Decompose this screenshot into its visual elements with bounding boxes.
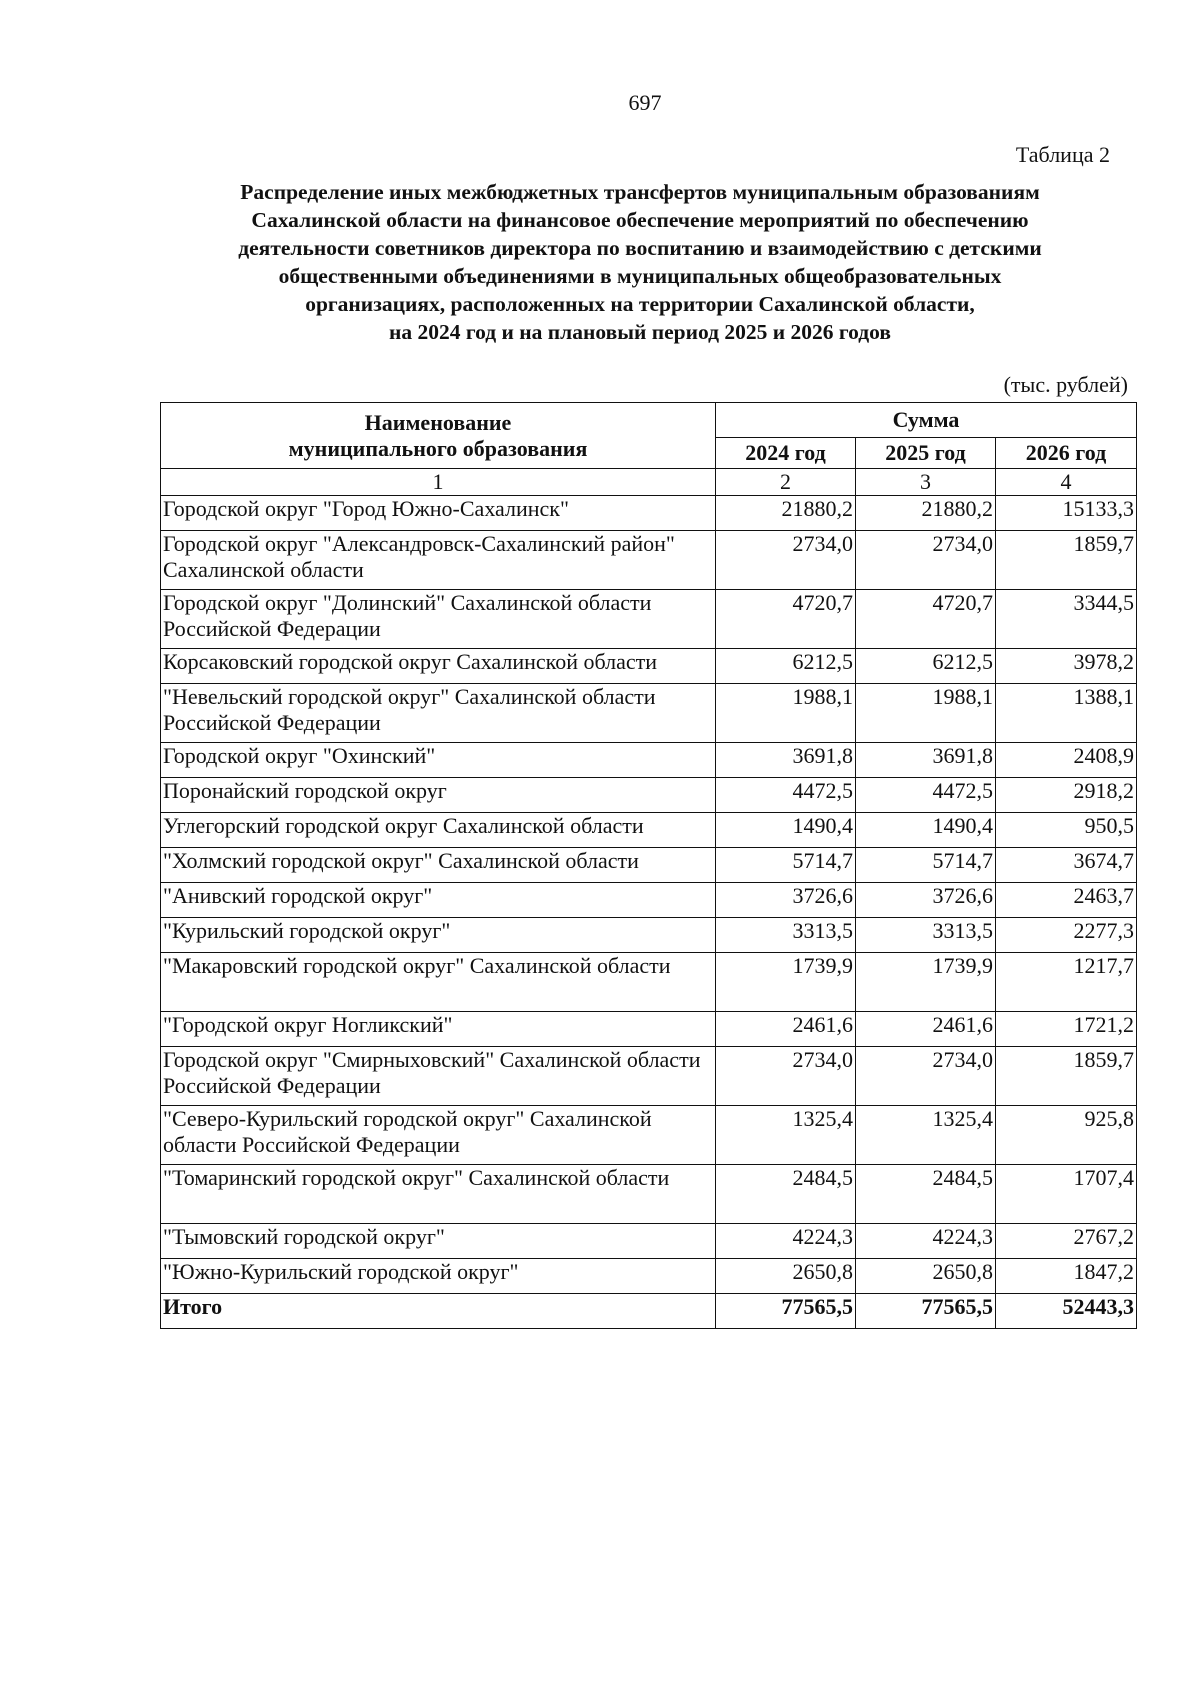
- total-2026: 52443,3: [996, 1294, 1137, 1329]
- title-line: Сахалинской области на финансовое обеспечение мероприятий по обеспечению: [251, 208, 1029, 232]
- value-2026: 3978,2: [996, 649, 1137, 684]
- table-caption: Таблица 2: [1015, 142, 1110, 167]
- row-name: "Холмский городской округ" Сахалинской области: [161, 848, 716, 883]
- row-name: "Томаринский городской округ" Сахалинской области: [161, 1165, 716, 1224]
- value-2024: 4224,3: [716, 1224, 856, 1259]
- value-2026: 2463,7: [996, 883, 1137, 918]
- table-row: [161, 813, 1137, 848]
- header-municipality: [161, 403, 716, 469]
- value-2025: 1739,9: [856, 953, 996, 1012]
- header-year-2024: 2024 год: [716, 438, 856, 469]
- table-row: [161, 778, 1137, 813]
- table-row: [161, 496, 1137, 531]
- value-2026: 925,8: [996, 1106, 1137, 1165]
- page-number: 697: [628, 90, 662, 115]
- row-name: "Анивский городской округ": [161, 883, 716, 918]
- row-name: "Городской округ Ногликский": [161, 1012, 716, 1047]
- title-line: общественными объединениями в муниципальных общеобразовательных: [278, 264, 1002, 288]
- value-2024: 2734,0: [716, 531, 856, 590]
- table-row: [161, 649, 1137, 684]
- column-number: 1: [161, 469, 716, 496]
- document-title: [160, 178, 1120, 346]
- title-line: организациях, расположенных на территории Сахалинской области,: [305, 292, 975, 316]
- value-2024: 21880,2: [716, 496, 856, 531]
- value-2025: 6212,5: [856, 649, 996, 684]
- value-2025: 1490,4: [856, 813, 996, 848]
- title-line: деятельности советников директора по воспитанию и взаимодействию с детскими: [238, 236, 1042, 260]
- value-2025: 1988,1: [856, 684, 996, 743]
- transfers-table: [160, 402, 1137, 1329]
- value-2025: 3726,6: [856, 883, 996, 918]
- value-2025: 2734,0: [856, 531, 996, 590]
- value-2026: 1388,1: [996, 684, 1137, 743]
- value-2024: 3726,6: [716, 883, 856, 918]
- total-row: [161, 1294, 1137, 1329]
- table-row: [161, 1106, 1137, 1165]
- value-2026: 950,5: [996, 813, 1137, 848]
- value-2024: 6212,5: [716, 649, 856, 684]
- value-2025: 3313,5: [856, 918, 996, 953]
- value-2026: 2918,2: [996, 778, 1137, 813]
- value-2025: 4472,5: [856, 778, 996, 813]
- row-name: "Макаровский городской округ" Сахалинской области: [161, 953, 716, 1012]
- value-2025: 2734,0: [856, 1047, 996, 1106]
- value-2026: 1847,2: [996, 1259, 1137, 1294]
- table-row: [161, 531, 1137, 590]
- table-row: [161, 953, 1137, 1012]
- value-2024: 1988,1: [716, 684, 856, 743]
- total-label: Итого: [161, 1294, 716, 1329]
- column-number: 2: [716, 469, 856, 496]
- value-2026: 1859,7: [996, 1047, 1137, 1106]
- value-2026: 1217,7: [996, 953, 1137, 1012]
- row-name: "Невельский городской округ" Сахалинской области Российской Федерации: [161, 684, 716, 743]
- table-row: [161, 590, 1137, 649]
- value-2024: 1739,9: [716, 953, 856, 1012]
- value-2024: 4720,7: [716, 590, 856, 649]
- row-name: Городской округ "Охинский": [161, 743, 716, 778]
- header-year-2025: 2025 год: [856, 438, 996, 469]
- value-2026: 3344,5: [996, 590, 1137, 649]
- value-2025: 2650,8: [856, 1259, 996, 1294]
- table-row: [161, 1224, 1137, 1259]
- value-2025: 5714,7: [856, 848, 996, 883]
- value-2025: 4224,3: [856, 1224, 996, 1259]
- value-2026: 2277,3: [996, 918, 1137, 953]
- row-name: Городской округ "Город Южно-Сахалинск": [161, 496, 716, 531]
- value-2024: 5714,7: [716, 848, 856, 883]
- value-2024: 2650,8: [716, 1259, 856, 1294]
- value-2026: 1707,4: [996, 1165, 1137, 1224]
- table-row: [161, 1259, 1137, 1294]
- value-2024: 3313,5: [716, 918, 856, 953]
- column-number: 4: [996, 469, 1137, 496]
- value-2025: 4720,7: [856, 590, 996, 649]
- value-2025: 1325,4: [856, 1106, 996, 1165]
- value-2024: 1325,4: [716, 1106, 856, 1165]
- total-2024: 77565,5: [716, 1294, 856, 1329]
- row-name: "Курильский городской округ": [161, 918, 716, 953]
- table-row: [161, 1047, 1137, 1106]
- total-2025: 77565,5: [856, 1294, 996, 1329]
- value-2024: 1490,4: [716, 813, 856, 848]
- value-2026: 1859,7: [996, 531, 1137, 590]
- header-year-2026: 2026 год: [996, 438, 1137, 469]
- header-name-line: муниципального образования: [288, 435, 588, 461]
- value-2026: 3674,7: [996, 848, 1137, 883]
- row-name: Городской округ "Смирныховский" Сахалинской области Российской Федерации: [161, 1047, 716, 1106]
- value-2024: 2484,5: [716, 1165, 856, 1224]
- header-name-line: Наименование: [364, 409, 512, 435]
- table-row: [161, 918, 1137, 953]
- value-2025: 2461,6: [856, 1012, 996, 1047]
- value-2024: 2461,6: [716, 1012, 856, 1047]
- row-name: Поронайский городской округ: [161, 778, 716, 813]
- value-2024: 2734,0: [716, 1047, 856, 1106]
- value-2026: 15133,3: [996, 496, 1137, 531]
- value-2025: 3691,8: [856, 743, 996, 778]
- row-name: "Тымовский городской округ": [161, 1224, 716, 1259]
- row-name: Городской округ "Долинский" Сахалинской области Российской Федерации: [161, 590, 716, 649]
- row-name: Городской округ "Александровск-Сахалинский район" Сахалинской области: [161, 531, 716, 590]
- units-label: (тыс. рублей): [1003, 372, 1128, 397]
- row-name: Углегорский городской округ Сахалинской области: [161, 813, 716, 848]
- title-line: на 2024 год и на плановый период 2025 и 2026 годов: [389, 320, 891, 344]
- row-name: Корсаковский городской округ Сахалинской области: [161, 649, 716, 684]
- value-2025: 21880,2: [856, 496, 996, 531]
- title-line: Распределение иных межбюджетных трансфертов муниципальным образованиям: [240, 180, 1040, 204]
- table-row: [161, 684, 1137, 743]
- table-row: [161, 848, 1137, 883]
- header-sum: Сумма: [716, 403, 1137, 438]
- row-name: "Южно-Курильский городской округ": [161, 1259, 716, 1294]
- value-2025: 2484,5: [856, 1165, 996, 1224]
- value-2026: 1721,2: [996, 1012, 1137, 1047]
- value-2024: 3691,8: [716, 743, 856, 778]
- value-2026: 2767,2: [996, 1224, 1137, 1259]
- value-2024: 4472,5: [716, 778, 856, 813]
- row-name: "Северо-Курильский городской округ" Сахалинской области Российской Федерации: [161, 1106, 716, 1165]
- table-row: [161, 883, 1137, 918]
- column-number: 3: [856, 469, 996, 496]
- value-2026: 2408,9: [996, 743, 1137, 778]
- table-row: [161, 1165, 1137, 1224]
- table-row: [161, 743, 1137, 778]
- table-row: [161, 1012, 1137, 1047]
